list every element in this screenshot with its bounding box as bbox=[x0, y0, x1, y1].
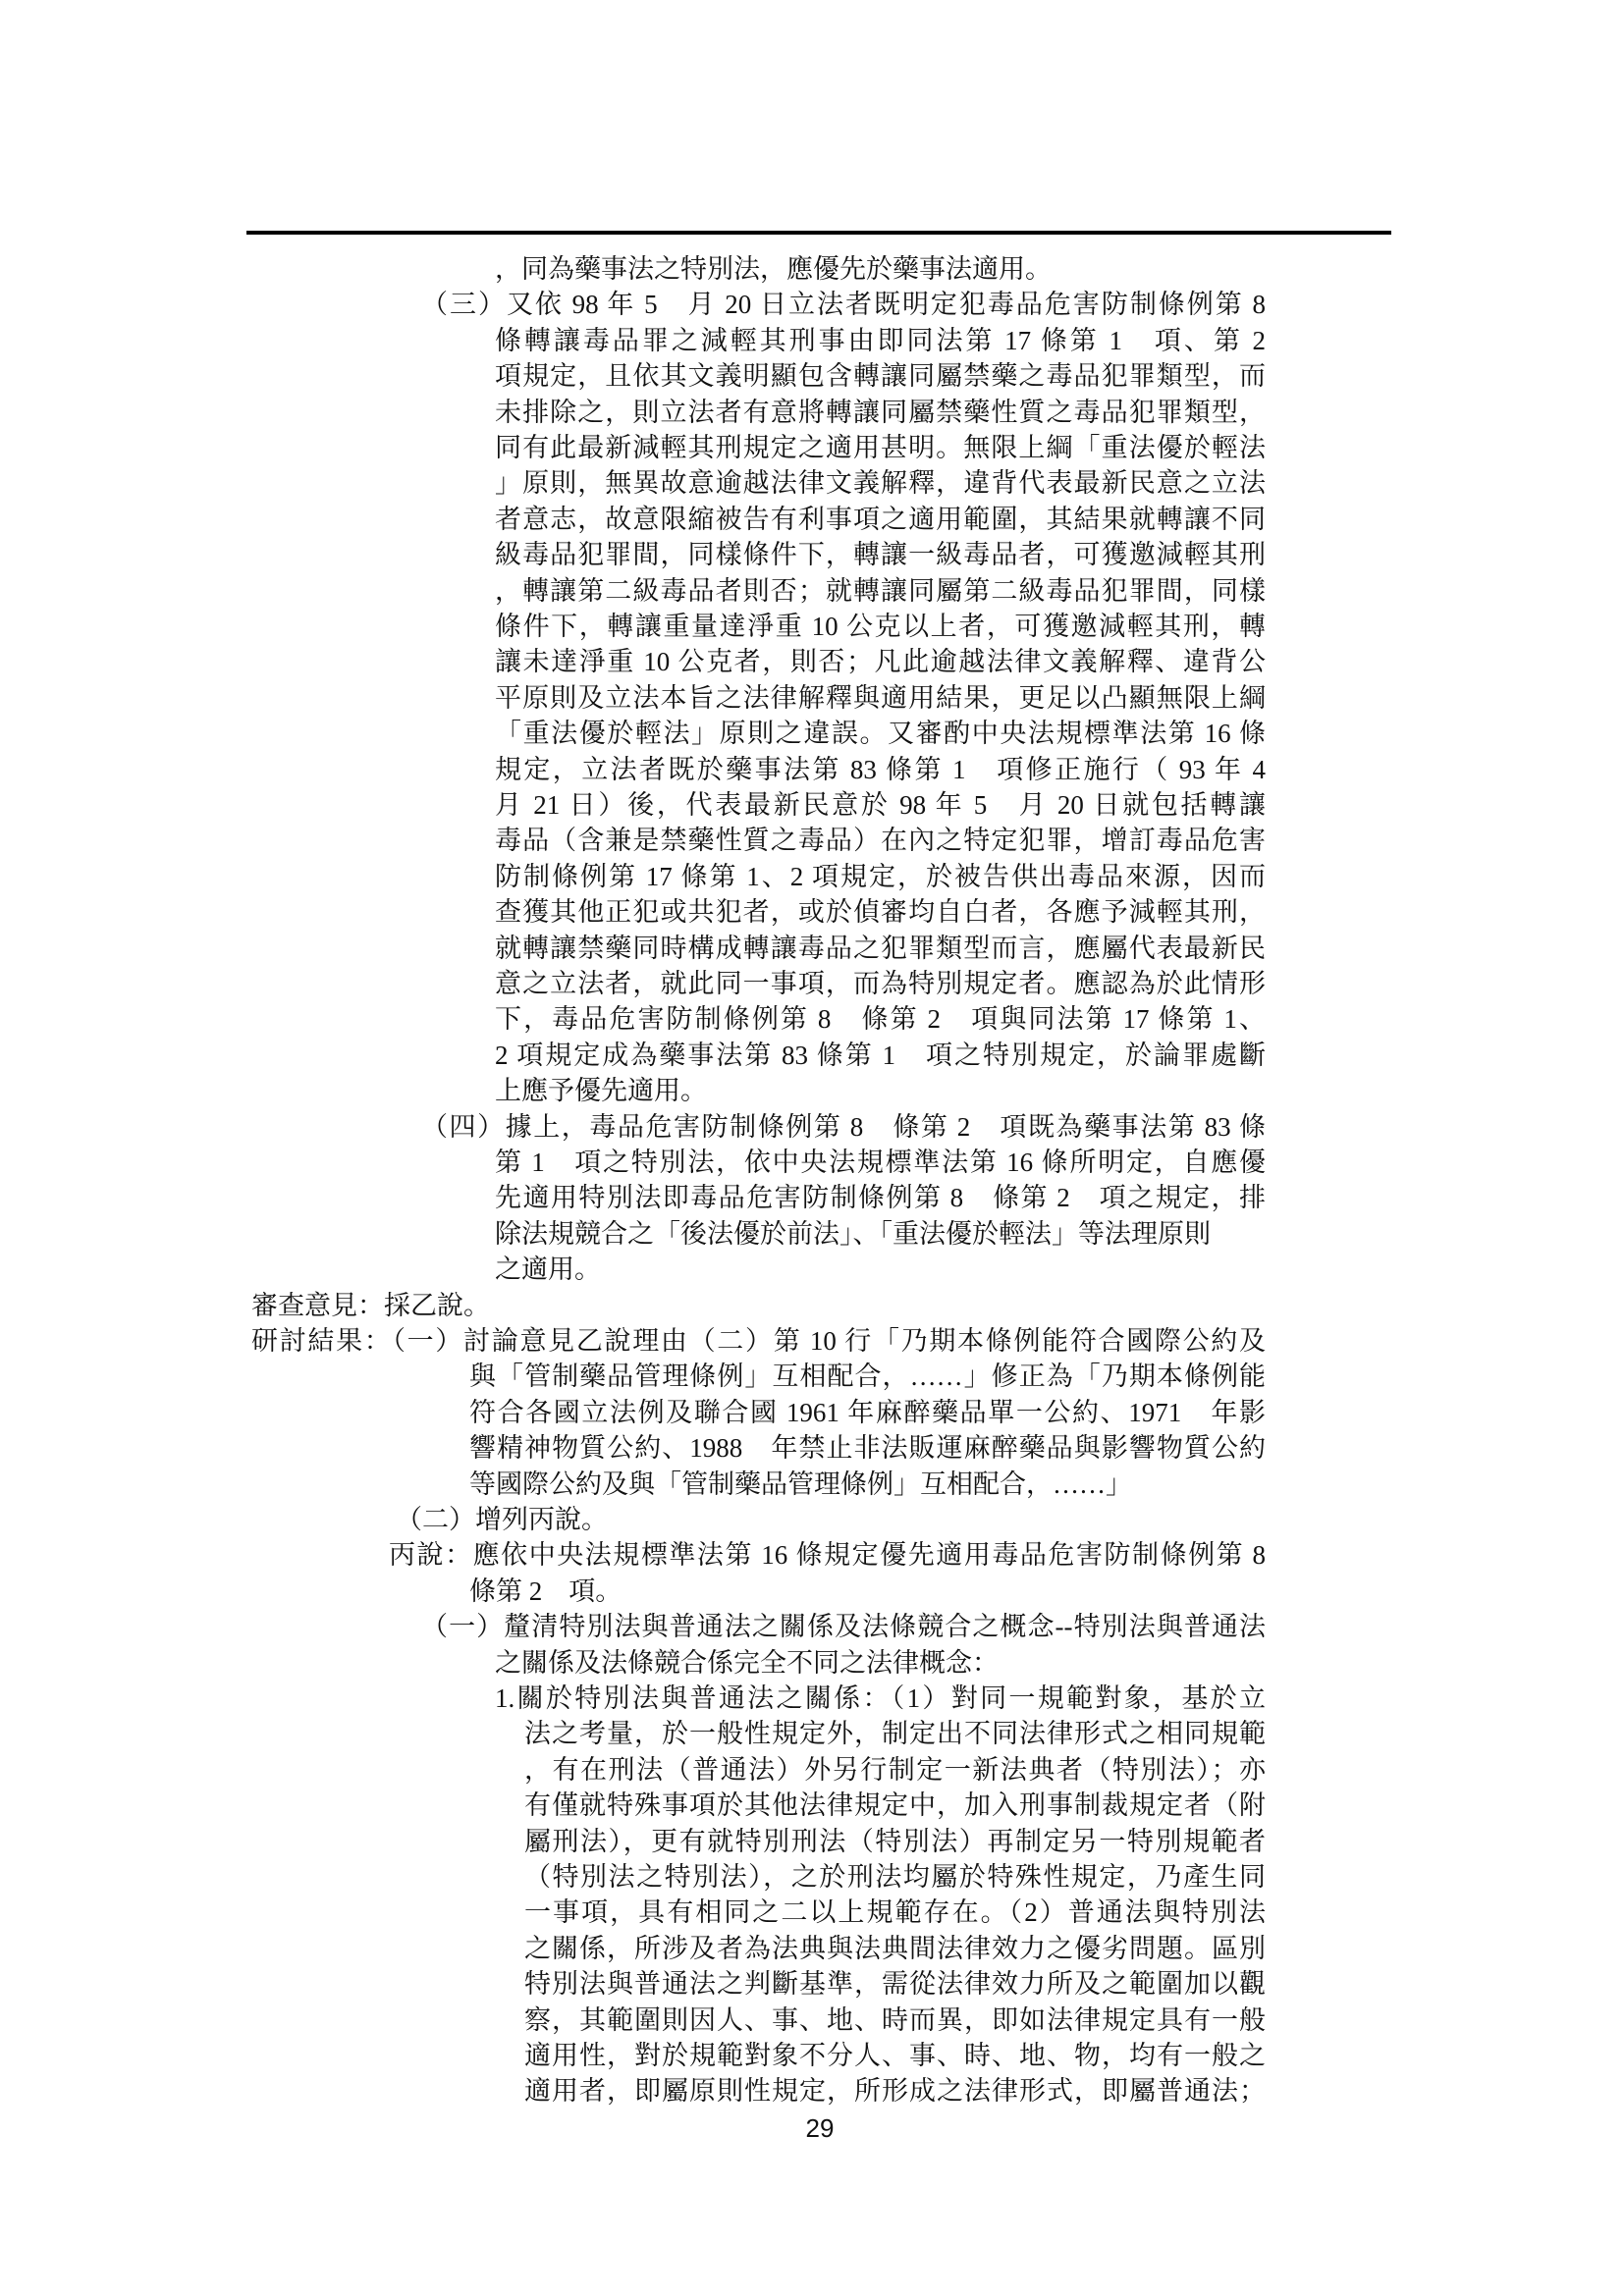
text-line: 下，毒品危害防制條例第 8 條第 2 項與同法第 17 條第 1、 bbox=[495, 1004, 1266, 1035]
text-line: （四）據上，毒品危害防制條例第 8 條第 2 項既為藥事法第 83 條 bbox=[421, 1111, 1266, 1142]
text-line: 毒品（含兼是禁藥性質之毒品）在內之特定犯罪，增訂毒品危害 bbox=[495, 826, 1266, 856]
text-line: 條件下，轉讓重量達淨重 10 公克以上者，可獲邀減輕其刑，轉 bbox=[495, 612, 1266, 641]
text-line: 「重法優於輕法」原則之違誤。又審酌中央法規標準法第 16 條 bbox=[495, 719, 1266, 749]
text-line: 適用性，對於規範對象不分人、事、時、地、物，均有一般之 bbox=[524, 2041, 1266, 2070]
text-line: 上應予優先適用。 bbox=[495, 1076, 707, 1106]
text-line: 有僅就特殊事項於其他法律規定中，加入刑事制裁規定者（附 bbox=[524, 1790, 1266, 1821]
text-line: 一事項，具有相同之二以上規範存在。（2）普通法與特別法 bbox=[524, 1897, 1266, 1928]
text-line: 適用者，即屬原則性規定，所形成之法律形式，即屬普通法； bbox=[524, 2076, 1266, 2107]
text-line: 規定，立法者既於藥事法第 83 條第 1 項修正施行（ 93 年 4 bbox=[495, 754, 1266, 784]
text-line: 2 項規定成為藥事法第 83 條第 1 項之特別規定，於論罪處斷 bbox=[495, 1040, 1266, 1070]
text-line: 級毒品犯罪間，同樣條件下，轉讓一級毒品者，可獲邀減輕其刑 bbox=[495, 540, 1266, 570]
text-line: 之關係，所涉及者為法典與法典間法律效力之優劣問題。區別 bbox=[524, 1933, 1266, 1963]
text-line: 平原則及立法本旨之法律解釋與適用結果，更足以凸顯無限上綱 bbox=[495, 682, 1266, 713]
text-line: （一）釐清特別法與普通法之關係及法條競合之概念--特別法與普通法 bbox=[421, 1612, 1266, 1642]
text-line: ，同為藥事法之特別法，應優先於藥事法適用。 bbox=[495, 254, 1052, 284]
text-line: 與「管制藥品管理條例」互相配合，……」修正為「乃期本條例能 bbox=[469, 1362, 1266, 1392]
text-line: 等國際公約及與「管制藥品管理條例」互相配合，……」 bbox=[469, 1468, 1132, 1499]
text-line: 研討結果：（一）討論意見乙說理由（二）第 10 行「乃期本條例能符合國際公約及 bbox=[251, 1326, 1266, 1356]
page-number: 29 bbox=[805, 2113, 835, 2143]
text-line: 法之考量，於一般性規定外，制定出不同法律形式之相同規範 bbox=[524, 1719, 1266, 1749]
text-line: 響精神物質公約、1988 年禁止非法販運麻醉藥品與影響物質公約 bbox=[469, 1433, 1266, 1464]
text-line: 讓未達淨重 10 公克者，則否；凡此逾越法律文義解釋、違背公 bbox=[495, 647, 1266, 677]
text-line: （二）增列丙說。 bbox=[396, 1505, 608, 1534]
text-line: 特別法與普通法之判斷基準，需從法律效力所及之範圍加以觀 bbox=[524, 1969, 1266, 2000]
text-line: 未排除之，則立法者有意將轉讓同屬禁藥性質之毒品犯罪類型， bbox=[495, 397, 1266, 427]
text-line: 1.關於特別法與普通法之關係：（1）對同一規範對象，基於立 bbox=[495, 1683, 1266, 1713]
text-line: 」原則，無異故意逾越法律文義解釋，違背代表最新民意之立法 bbox=[495, 468, 1266, 499]
text-line: 者意志，故意限縮被告有利事項之適用範圍，其結果就轉讓不同 bbox=[495, 504, 1266, 534]
text-line: 就轉讓禁藥同時構成轉讓毒品之犯罪類型而言，應屬代表最新民 bbox=[495, 933, 1266, 963]
text-line: 審查意見：採乙說。 bbox=[251, 1290, 490, 1320]
text-line: 第 1 項之特別法，依中央法規標準法第 16 條所明定，自應優 bbox=[495, 1148, 1266, 1177]
text-line: 之關係及法條競合係完全不同之法律概念： bbox=[495, 1647, 999, 1678]
text-line: （三）又依 98 年 5 月 20 日立法者既明定犯毒品危害防制條例第 8 bbox=[421, 290, 1266, 320]
text-line: 之適用。 bbox=[495, 1255, 601, 1285]
text-line: 察，其範圍則因人、事、地、時而異，即如法律規定具有一般 bbox=[524, 2004, 1266, 2035]
text-line: 條轉讓毒品罪之減輕其刑事由即同法第 17 條第 1 項、第 2 bbox=[495, 325, 1266, 355]
text-line: 查獲其他正犯或共犯者，或於偵審均自白者，各應予減輕其刑， bbox=[495, 897, 1266, 928]
text-line: （特別法之特別法），之於刑法均屬於特殊性規定，乃產生同 bbox=[524, 1862, 1266, 1892]
text-line: 項規定，且依其文義明顯包含轉讓同屬禁藥之毒品犯罪類型，而 bbox=[495, 361, 1266, 392]
text-line: 符合各國立法例及聯合國 1961 年麻醉藥品單一公約、1971 年影 bbox=[469, 1397, 1266, 1427]
text-line: 丙說：應依中央法規標準法第 16 條規定優先適用毒品危害防制條例第 8 bbox=[389, 1540, 1266, 1571]
header-rule bbox=[246, 231, 1391, 235]
text-line: 屬刑法），更有就特別刑法（特別法）再制定另一特別規範者 bbox=[524, 1826, 1266, 1856]
text-line: 防制條例第 17 條第 1、2 項規定，於被告供出毒品來源，因而 bbox=[495, 861, 1266, 891]
text-line: 月 21 日）後，代表最新民意於 98 年 5 月 20 日就包括轉讓 bbox=[495, 790, 1266, 820]
text-line: ，轉讓第二級毒品者則否；就轉讓同屬第二級毒品犯罪間，同樣 bbox=[495, 575, 1266, 606]
text-line: 條第 2 項。 bbox=[469, 1575, 623, 1606]
text-line: ，有在刑法（普通法）外另行制定一新法典者（特別法）；亦 bbox=[524, 1754, 1266, 1785]
text-line: 除法規競合之「後法優於前法」、「重法優於輕法」等法理原則 bbox=[495, 1218, 1211, 1249]
text-line: 先適用特別法即毒品危害防制條例第 8 條第 2 項之規定，排 bbox=[495, 1183, 1266, 1213]
text-line: 同有此最新減輕其刑規定之適用甚明。無限上綱「重法優於輕法 bbox=[495, 433, 1266, 462]
text-line: 意之立法者，就此同一事項，而為特別規定者。應認為於此情形 bbox=[495, 969, 1266, 998]
